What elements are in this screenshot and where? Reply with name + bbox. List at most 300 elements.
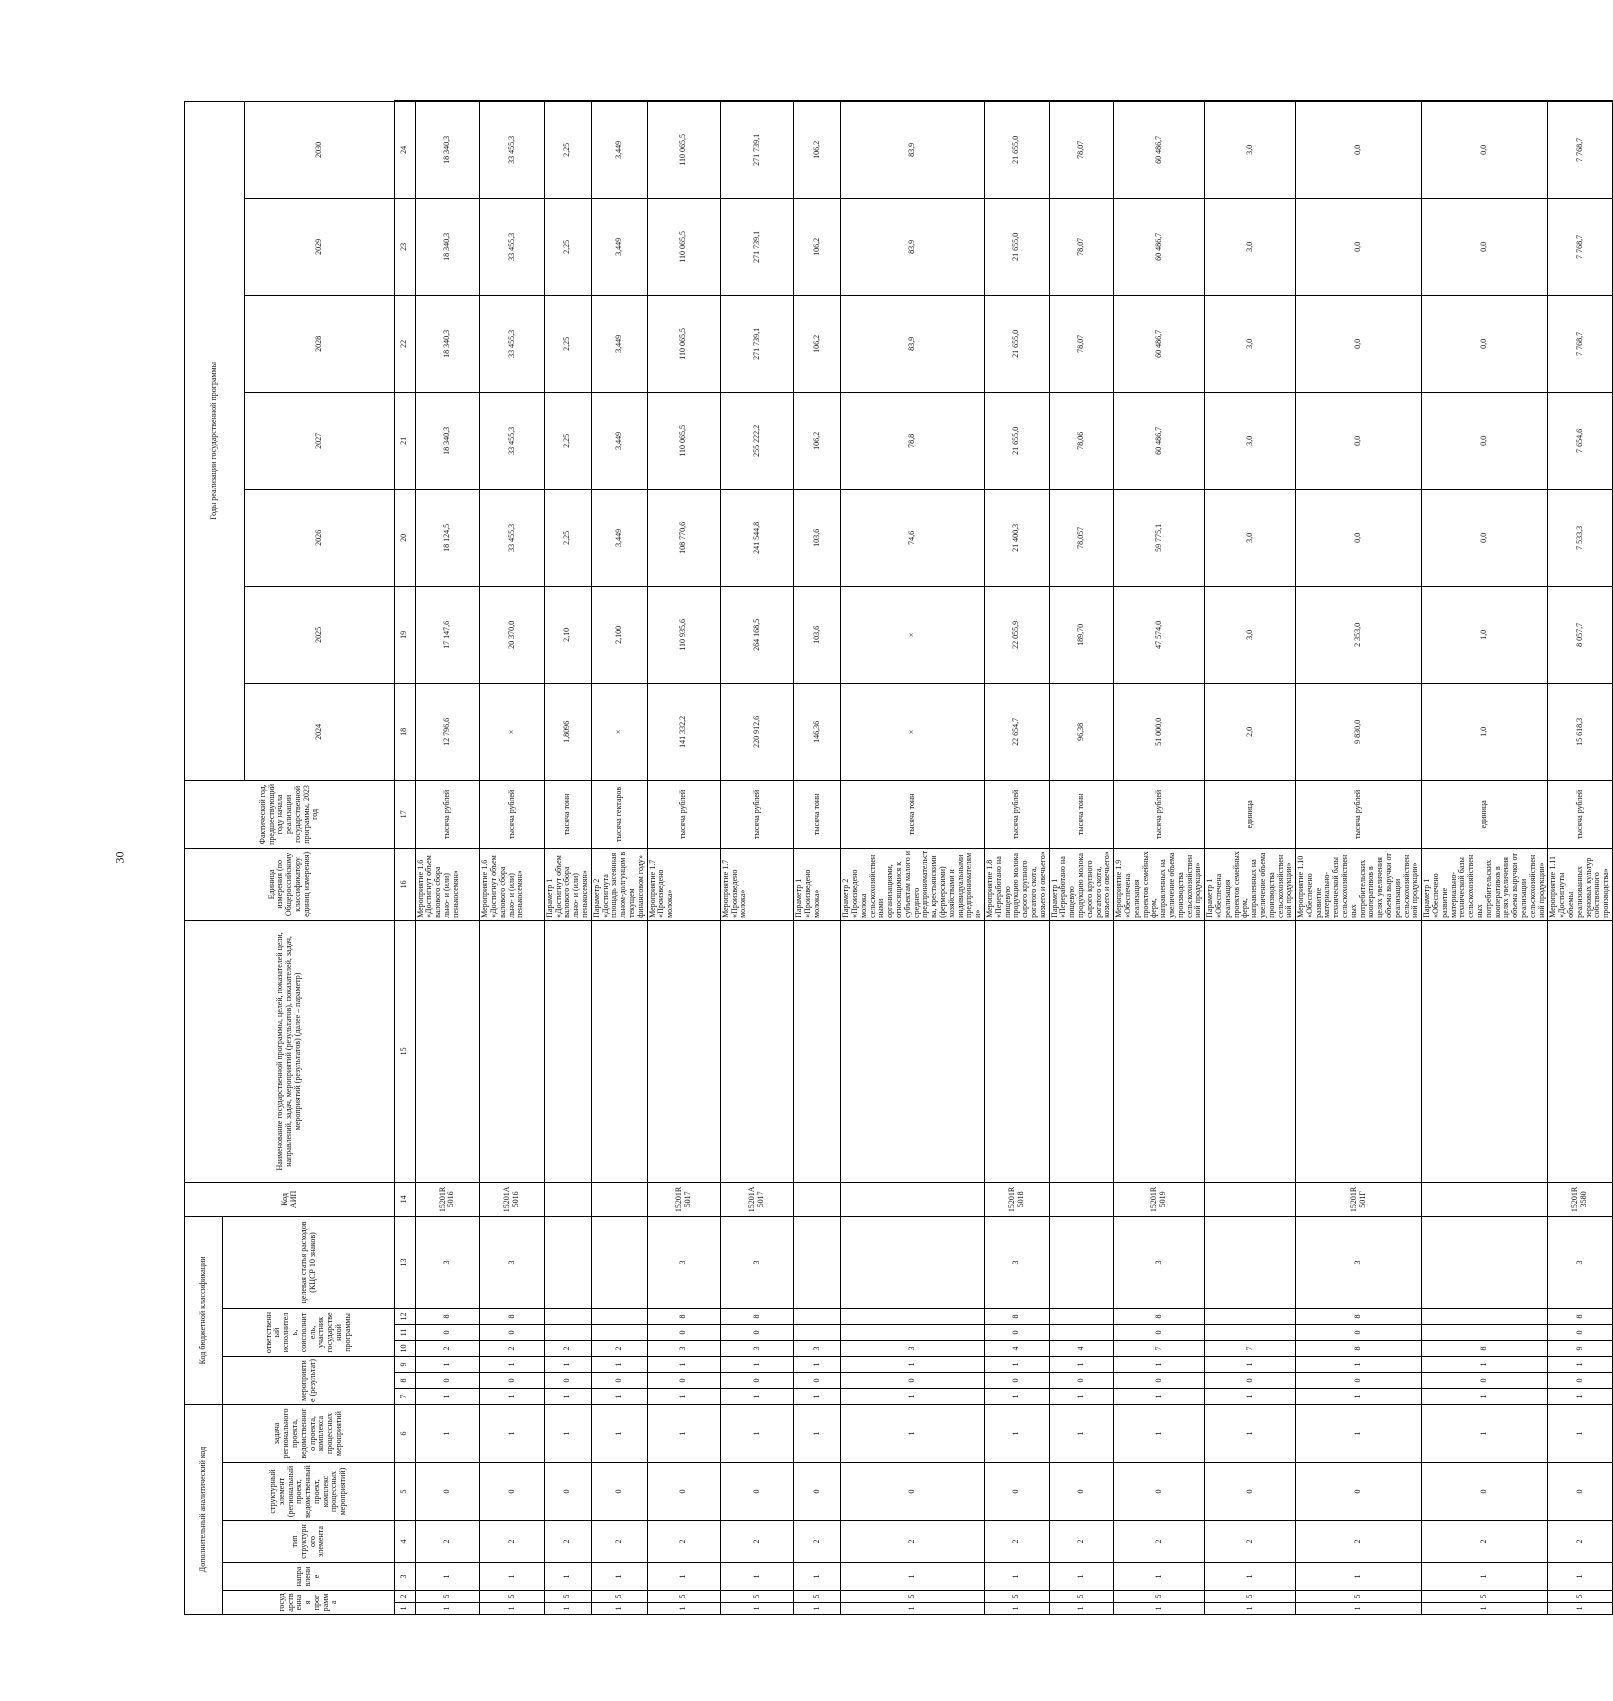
- year-value-cell: 7 654,6: [1548, 392, 1613, 489]
- base-year-cell: 2,0: [1205, 683, 1296, 780]
- code-cell: [841, 1216, 985, 1308]
- unit-cell: тысяча рублей: [480, 780, 545, 848]
- code-cell: 2: [1548, 1521, 1613, 1563]
- year-value-cell: 3,449: [591, 392, 647, 489]
- code-cell: 0: [1205, 1372, 1296, 1388]
- code-cell: 1: [720, 1404, 793, 1462]
- year-value-cell: 74,6: [841, 489, 985, 586]
- kcsr-cell: 15201А5017: [720, 1182, 793, 1216]
- year-value-cell: 110 065,5: [647, 101, 720, 198]
- base-year-cell: ×: [841, 683, 985, 780]
- year-value-cell: 60 486,7: [1114, 198, 1205, 295]
- code-cell: 1: [544, 1356, 591, 1372]
- code-cell: 3: [794, 1340, 841, 1356]
- code-cell: 2: [1422, 1521, 1548, 1563]
- header-target-article: целевая статья расходов (КЦСР 10 знаков): [223, 1216, 395, 1308]
- code-cell: [591, 1216, 647, 1308]
- code-cell: 0: [544, 1463, 591, 1521]
- col-number: 6: [395, 1404, 416, 1462]
- code-cell: [591, 1308, 647, 1324]
- code-cell: 1: [1548, 1603, 1613, 1615]
- code-cell: 7: [1114, 1340, 1205, 1356]
- code-cell: [1205, 1324, 1296, 1340]
- code-cell: 4: [1049, 1340, 1114, 1356]
- base-year-cell: 1,0: [1422, 683, 1548, 780]
- year-value-cell: 110 065,5: [647, 198, 720, 295]
- code-cell: 1: [1422, 1404, 1548, 1462]
- code-cell: 1: [591, 1388, 647, 1404]
- code-cell: 1: [985, 1404, 1050, 1462]
- unit-cell: тысяча тонн: [794, 780, 841, 848]
- unit-cell: тысяча тонн: [544, 780, 591, 848]
- year-value-cell: 7 533,3: [1548, 489, 1613, 586]
- code-cell: 0: [1114, 1372, 1205, 1388]
- code-cell: 1: [1548, 1563, 1613, 1591]
- unit-cell: тысяча гектаров: [591, 780, 647, 848]
- code-cell: 8: [1296, 1340, 1422, 1356]
- code-cell: 0: [1296, 1463, 1422, 1521]
- year-value-cell: 3,0: [1205, 586, 1296, 683]
- col-number: 17: [395, 780, 416, 848]
- table-row: [794, 101, 841, 1615]
- code-cell: 1: [544, 1388, 591, 1404]
- code-cell: 2: [1205, 1521, 1296, 1563]
- year-value-cell: 83,9: [841, 295, 985, 392]
- code-cell: 1: [841, 1603, 985, 1615]
- code-cell: 1: [1296, 1404, 1422, 1462]
- kcsr-cell: 15201А5016: [480, 1182, 545, 1216]
- code-cell: 3: [1114, 1216, 1205, 1308]
- year-value-cell: 1,0: [1422, 586, 1548, 683]
- year-value-cell: 103,6: [794, 489, 841, 586]
- col-number: 20: [395, 489, 416, 586]
- table-row: [591, 101, 647, 1615]
- code-cell: 1: [647, 1388, 720, 1404]
- code-cell: 0: [480, 1463, 545, 1521]
- code-cell: 1: [1114, 1603, 1205, 1615]
- year-value-cell: 2,25: [544, 295, 591, 392]
- code-cell: 5: [1548, 1591, 1613, 1603]
- code-cell: 3: [1548, 1216, 1613, 1308]
- year-value-cell: 7 768,7: [1548, 198, 1613, 295]
- year-value-cell: 7 768,7: [1548, 101, 1613, 198]
- code-cell: [720, 920, 793, 1182]
- code-cell: 0: [720, 1463, 793, 1521]
- code-cell: 1: [794, 1356, 841, 1372]
- code-cell: 1: [1422, 1603, 1548, 1615]
- header-additional-code: Дополнительный аналитический код: [185, 1404, 223, 1614]
- code-cell: [591, 1324, 647, 1340]
- year-value-cell: 241 544,8: [720, 489, 793, 586]
- code-cell: [415, 920, 480, 1182]
- year-value-cell: 271 739,1: [720, 198, 793, 295]
- year-value-cell: 47 574,0: [1114, 586, 1205, 683]
- col-number: 4: [395, 1521, 416, 1563]
- header-year-2024: 2024: [245, 683, 395, 780]
- year-value-cell: 60 486,7: [1114, 101, 1205, 198]
- code-cell: 1: [1049, 1563, 1114, 1591]
- col-number: 18: [395, 683, 416, 780]
- code-cell: 1: [985, 1388, 1050, 1404]
- code-cell: 3: [720, 1340, 793, 1356]
- code-cell: 0: [1114, 1463, 1205, 1521]
- header-program: государственная программа: [223, 1591, 395, 1615]
- code-cell: 0: [591, 1372, 647, 1388]
- code-cell: 0: [841, 1372, 985, 1388]
- code-cell: [544, 1308, 591, 1324]
- code-cell: [544, 920, 591, 1182]
- code-cell: 2: [794, 1521, 841, 1563]
- parameter-name-cell: Параметр 2 «Произведено молока сельскохозяйственными организациями, относящимися к субъектам малого и среднего предпринимательства, крестьянскими (фермерскими) хозяйствами и индивидуальными предпринимателями»: [841, 848, 985, 920]
- year-value-cell: 18 124,5: [415, 489, 480, 586]
- unit-cell: единица: [1422, 780, 1548, 848]
- code-cell: 2: [544, 1521, 591, 1563]
- code-cell: 1: [720, 1563, 793, 1591]
- year-value-cell: 0,0: [1296, 489, 1422, 586]
- table-row: [720, 101, 793, 1615]
- code-cell: 3: [1296, 1216, 1422, 1308]
- unit-cell: тысяча тонн: [1049, 780, 1114, 848]
- year-value-cell: [720, 101, 793, 102]
- year-value-cell: 0,0: [1422, 489, 1548, 586]
- code-cell: 8: [480, 1308, 545, 1324]
- parameter-name-cell: Мероприятие 1.7 «Произведено молока»: [720, 848, 793, 920]
- code-cell: 1: [841, 1388, 985, 1404]
- year-value-cell: [1296, 101, 1422, 102]
- year-value-cell: 0,0: [1422, 295, 1548, 392]
- base-year-cell: 51 000,0: [1114, 683, 1205, 780]
- code-cell: 0: [985, 1463, 1050, 1521]
- code-cell: 5: [1049, 1591, 1114, 1603]
- code-cell: 0: [985, 1324, 1050, 1340]
- year-value-cell: 33 455,3: [480, 392, 545, 489]
- base-year-cell: 22 654,7: [985, 683, 1050, 780]
- code-cell: 1: [841, 1404, 985, 1462]
- unit-cell: тысяча рублей: [647, 780, 720, 848]
- code-cell: [841, 1324, 985, 1340]
- year-value-cell: 8 057,7: [1548, 586, 1613, 683]
- kcsr-cell: [794, 1182, 841, 1216]
- code-cell: 1: [720, 1356, 793, 1372]
- code-cell: [1205, 1308, 1296, 1324]
- code-cell: 2: [415, 1340, 480, 1356]
- code-cell: [794, 920, 841, 1182]
- code-cell: 1: [794, 1388, 841, 1404]
- year-value-cell: 108 770,6: [647, 489, 720, 586]
- year-value-cell: [480, 101, 545, 102]
- code-cell: [1049, 920, 1114, 1182]
- code-cell: 8: [1548, 1308, 1613, 1324]
- rotated-table-wrapper: [184, 100, 1611, 1615]
- year-value-cell: [1548, 101, 1613, 102]
- code-cell: 0: [720, 1324, 793, 1340]
- code-cell: 0: [1548, 1463, 1613, 1521]
- code-cell: 1: [1548, 1404, 1613, 1462]
- code-cell: 8: [1422, 1340, 1548, 1356]
- code-cell: 0: [647, 1372, 720, 1388]
- parameter-name-cell: Мероприятие 1.8 «Переработано на пищевую продукцию молока сырого крупного рогатого скота, козьего и овечьего»: [985, 848, 1050, 920]
- year-value-cell: [985, 101, 1050, 102]
- unit-cell: тысяча тонн: [841, 780, 985, 848]
- year-value-cell: [1114, 101, 1205, 102]
- year-value-cell: 60 486,7: [1114, 295, 1205, 392]
- year-value-cell: 0,0: [1296, 295, 1422, 392]
- code-cell: 5: [1296, 1591, 1422, 1603]
- code-cell: 1: [647, 1404, 720, 1462]
- year-value-cell: 3,0: [1205, 489, 1296, 586]
- code-cell: 1: [591, 1603, 647, 1615]
- code-cell: 5: [480, 1591, 545, 1603]
- code-cell: 0: [1422, 1372, 1548, 1388]
- code-cell: 5: [544, 1591, 591, 1603]
- code-cell: 1: [985, 1563, 1050, 1591]
- code-cell: 2: [480, 1521, 545, 1563]
- header-year-2027: 2027: [245, 392, 395, 489]
- code-cell: 1: [1296, 1356, 1422, 1372]
- header-struct-type: тип структурного элемента: [223, 1521, 395, 1563]
- code-cell: 2: [647, 1521, 720, 1563]
- col-number: 14: [395, 1182, 416, 1216]
- code-cell: [794, 1308, 841, 1324]
- year-value-cell: 3,449: [591, 198, 647, 295]
- code-cell: 1: [1049, 1603, 1114, 1615]
- code-cell: [1548, 920, 1613, 1182]
- code-cell: 1: [415, 1404, 480, 1462]
- code-cell: [544, 1216, 591, 1308]
- code-cell: [1114, 920, 1205, 1182]
- table-row: [544, 101, 591, 1615]
- col-number: 11: [395, 1324, 416, 1340]
- base-year-cell: 146,36: [794, 683, 841, 780]
- year-value-cell: 22 055,9: [985, 586, 1050, 683]
- code-cell: [1049, 1324, 1114, 1340]
- year-value-cell: 78,06: [1049, 392, 1114, 489]
- code-cell: 1: [1205, 1388, 1296, 1404]
- header-budget-code: Код бюджетной классификации: [185, 1216, 223, 1404]
- code-cell: 1: [647, 1356, 720, 1372]
- col-number: 24: [395, 101, 416, 198]
- code-cell: 0: [720, 1372, 793, 1388]
- header-year-2025: 2025: [245, 586, 395, 683]
- code-cell: 1: [1296, 1563, 1422, 1591]
- year-value-cell: 110 935,6: [647, 586, 720, 683]
- code-cell: 0: [647, 1463, 720, 1521]
- parameter-name-cell: Мероприятие 1.9 «Обеспечена реализация проектов семейных ферм, направленных на увеличение объема производства сельскохозяйственной продукции»: [1114, 848, 1205, 920]
- year-value-cell: 33 455,3: [480, 101, 545, 198]
- year-value-cell: 3,0: [1205, 392, 1296, 489]
- code-cell: 1: [1422, 1388, 1548, 1404]
- code-cell: 9: [1548, 1340, 1613, 1356]
- code-cell: [794, 1324, 841, 1340]
- year-value-cell: 78,07: [1049, 198, 1114, 295]
- header-unit: Единица измерения (по Общероссийскому классификатору единиц измерения): [185, 848, 395, 920]
- code-cell: 1: [1205, 1356, 1296, 1372]
- code-cell: 1: [480, 1356, 545, 1372]
- kcsr-cell: [544, 1182, 591, 1216]
- unit-cell: тысяча рублей: [1296, 780, 1422, 848]
- code-cell: 0: [415, 1372, 480, 1388]
- code-cell: 5: [1114, 1591, 1205, 1603]
- header-name: Наименование государственной программы, целей, показателей цели, направлений, задач, мероприятий (результатов), показателей, задач, мероприятий (результатов) (далее – параметр): [185, 920, 395, 1182]
- year-value-cell: [1205, 101, 1296, 102]
- code-cell: 2: [1049, 1521, 1114, 1563]
- year-value-cell: 21 655,0: [985, 101, 1050, 198]
- year-value-cell: 78,07: [1049, 295, 1114, 392]
- col-number: 19: [395, 586, 416, 683]
- year-value-cell: 60 486,7: [1114, 392, 1205, 489]
- code-cell: 0: [591, 1463, 647, 1521]
- col-number: 16: [395, 848, 416, 920]
- code-cell: 8: [720, 1308, 793, 1324]
- code-cell: 1: [1422, 1563, 1548, 1591]
- code-cell: 0: [794, 1463, 841, 1521]
- code-cell: 0: [1296, 1324, 1422, 1340]
- table-row: [1422, 101, 1548, 1615]
- code-cell: 1: [1205, 1603, 1296, 1615]
- year-value-cell: [794, 101, 841, 102]
- year-value-cell: 0,0: [1422, 198, 1548, 295]
- code-cell: 0: [415, 1324, 480, 1340]
- code-cell: 5: [794, 1591, 841, 1603]
- code-cell: 0: [1049, 1463, 1114, 1521]
- code-cell: 0: [647, 1324, 720, 1340]
- unit-cell: тысяча рублей: [1114, 780, 1205, 848]
- year-value-cell: 264 168,5: [720, 586, 793, 683]
- kcsr-cell: 15201R5016: [415, 1182, 480, 1216]
- code-cell: 5: [415, 1591, 480, 1603]
- header-year-2029: 2029: [245, 198, 395, 295]
- year-value-cell: 33 455,3: [480, 489, 545, 586]
- code-cell: [841, 920, 985, 1182]
- year-value-cell: 83,9: [841, 198, 985, 295]
- code-cell: 1: [1422, 1356, 1548, 1372]
- header-struct-element: структурный элемент (региональный проект, ведомственный проект, комплекс процессных мероприятий): [223, 1463, 395, 1521]
- code-cell: [1049, 1308, 1114, 1324]
- table-row: [841, 101, 985, 1615]
- header-measure: мероприятие (результат): [223, 1356, 395, 1404]
- table-row: [1049, 101, 1114, 1615]
- code-cell: 1: [544, 1603, 591, 1615]
- year-value-cell: 0,0: [1296, 392, 1422, 489]
- code-cell: 0: [1548, 1324, 1613, 1340]
- col-number: 13: [395, 1216, 416, 1308]
- code-cell: 5: [841, 1591, 985, 1603]
- code-cell: 1: [480, 1404, 545, 1462]
- table-row: [985, 101, 1050, 1615]
- code-cell: 1: [1114, 1356, 1205, 1372]
- year-value-cell: [1049, 101, 1114, 102]
- col-number: 21: [395, 392, 416, 489]
- code-cell: 0: [480, 1372, 545, 1388]
- code-cell: [480, 920, 545, 1182]
- code-cell: 4: [985, 1340, 1050, 1356]
- year-value-cell: 20 370,0: [480, 586, 545, 683]
- parameter-name-cell: Параметр 1 «Обеспечена реализация проектов семейных ферм, направленных на увеличение объема производства сельскохозяйственной продукции»: [1205, 848, 1296, 920]
- code-cell: 1: [985, 1603, 1050, 1615]
- parameter-name-cell: Мероприятие 1.7 «Произведено молока»: [647, 848, 720, 920]
- code-cell: 1: [591, 1356, 647, 1372]
- code-cell: 5: [985, 1591, 1050, 1603]
- table-row: [1548, 101, 1613, 1615]
- col-number: 23: [395, 198, 416, 295]
- kcsr-cell: 15201R5019: [1114, 1182, 1205, 1216]
- year-value-cell: 21 655,0: [985, 295, 1050, 392]
- kcsr-cell: [1049, 1182, 1114, 1216]
- code-cell: [1422, 1324, 1548, 1340]
- code-cell: 5: [647, 1591, 720, 1603]
- code-cell: 1: [1296, 1603, 1422, 1615]
- year-value-cell: 33 455,3: [480, 295, 545, 392]
- code-cell: 1: [1548, 1388, 1613, 1404]
- year-value-cell: 59 775,1: [1114, 489, 1205, 586]
- unit-cell: тысяча рублей: [1548, 780, 1613, 848]
- parameter-name-cell: Параметр 1 «Переработано на пищевую продукцию молока сырого крупного рогатого скота, козьего и овечьего»: [1049, 848, 1114, 920]
- year-value-cell: 0,0: [1422, 392, 1548, 489]
- code-cell: 0: [841, 1463, 985, 1521]
- year-value-cell: 0,0: [1296, 198, 1422, 295]
- code-cell: 3: [480, 1216, 545, 1308]
- parameter-name-cell: Мероприятие 1.6 «Достигнут объем валового сбора льно- и (или) пенькосемян»: [480, 848, 545, 920]
- col-number: 12: [395, 1308, 416, 1324]
- code-cell: 3: [985, 1216, 1050, 1308]
- year-value-cell: 21 655,0: [985, 392, 1050, 489]
- code-cell: 0: [1114, 1324, 1205, 1340]
- kcsr-cell: 15201R5018: [985, 1182, 1050, 1216]
- code-cell: 0: [1422, 1463, 1548, 1521]
- year-value-cell: [647, 101, 720, 102]
- year-value-cell: 2,25: [544, 392, 591, 489]
- code-cell: 2: [1296, 1521, 1422, 1563]
- col-number: [395, 101, 416, 102]
- code-cell: [1422, 920, 1548, 1182]
- year-value-cell: [591, 101, 647, 102]
- code-cell: 1: [1114, 1388, 1205, 1404]
- year-value-cell: 2,25: [544, 198, 591, 295]
- col-number: 8: [395, 1372, 416, 1388]
- year-value-cell: 17 147,6: [415, 586, 480, 683]
- year-value-cell: 271 739,1: [720, 101, 793, 198]
- col-number: 7: [395, 1388, 416, 1404]
- year-value-cell: 255 222,2: [720, 392, 793, 489]
- year-value-cell: 18 340,3: [415, 198, 480, 295]
- code-cell: [1422, 1308, 1548, 1324]
- header-executor: ответственный исполнитель, соисполнитель, участник государственной программы: [223, 1308, 395, 1356]
- code-cell: [1205, 1216, 1296, 1308]
- base-year-cell: 12 796,6: [415, 683, 480, 780]
- code-cell: 1: [1049, 1356, 1114, 1372]
- parameter-name-cell: Мероприятие 1.11 «Достигнуты объемы реализованных зерновых культур собственного производства»: [1548, 848, 1613, 920]
- year-value-cell: 106,2: [794, 392, 841, 489]
- unit-cell: тысяча рублей: [720, 780, 793, 848]
- code-cell: 1: [794, 1404, 841, 1462]
- col-number: 5: [395, 1463, 416, 1521]
- code-cell: 0: [1548, 1372, 1613, 1388]
- parameter-name-cell: Параметр 1 «Достигнут объем валового сбора льно- и (или) пенькосемян»: [544, 848, 591, 920]
- column-number-row: [395, 101, 416, 1615]
- base-year-cell: 15 618,3: [1548, 683, 1613, 780]
- header-task: задача регионального проекта, ведомственного проекта, комплекса процессных мероприятий: [223, 1404, 395, 1462]
- base-year-cell: 1,8096: [544, 683, 591, 780]
- code-cell: 0: [985, 1372, 1050, 1388]
- table-header: [185, 101, 416, 1615]
- unit-cell: тысяча рублей: [985, 780, 1050, 848]
- kcsr-cell: [841, 1182, 985, 1216]
- base-year-cell: 141 332,2: [647, 683, 720, 780]
- year-value-cell: 7 768,7: [1548, 295, 1613, 392]
- code-cell: 0: [415, 1463, 480, 1521]
- code-cell: 2: [544, 1340, 591, 1356]
- unit-cell: тысяча рублей: [415, 780, 480, 848]
